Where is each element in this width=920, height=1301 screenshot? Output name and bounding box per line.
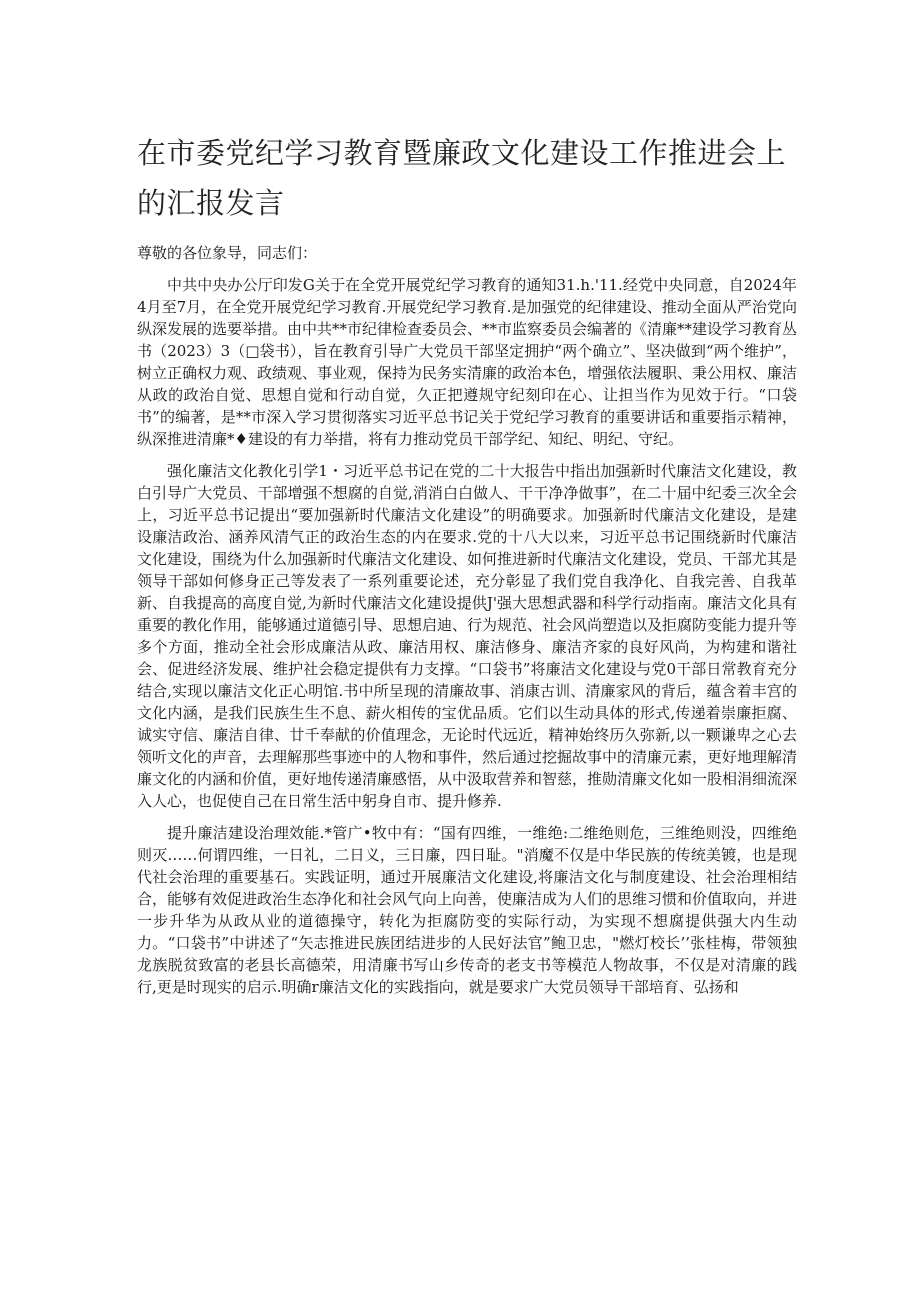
document-page (137, 128, 797, 1008)
paragraph-1: 中共中央办公厅印发G关于在全党开展党纪学习教育的通知31.h.'11.经党中央同意，自2024年4月至7月，在全党开展党纪学习教育.开展党纪学习教育.是加强党的纪律建设、推动全面从严治党向纵深发展的选要举措。由中共**市纪律检查委员会、**市监察委员会编著的《清廉**建设学习教育丛书（2023）3（□袋书），旨在教育引导广大党员干部坚定拥护“两个确立”、坚决做到“两个维护”，树立正确权力观、政绩观、事业观，保持为民务实清廉的政治本色，增强依法履职、秉公用权、廉洁从政的政治自觉、思想自觉和行动自觉，久正把遵规守纪刻印在心、让担当作为见效于行。“口袋书”的编著，是**市深入学习贯彻落实习近平总书记关于党纪学习教育的重要讲话和重要指示精神，纵深推进清廉*♦建设的有力举措，将有力推动党员干部学纪、知纪、明纪、守纪。 (137, 276, 798, 448)
document-title: 在市委党纪学习教育暨廉政文化建设工作推进会上的汇报发言 (137, 136, 787, 220)
paragraph-3: 提升廉洁建设治理效能.*管广•牧中有：“国有四维，一维绝:二维绝则危，三维绝则没，四维绝则灭……何谓四维，一日礼，二日义，三日廉，四日耻。"消魔不仅是中华民族的传统美镀，也是现代社会治理的重要基石。实践证明，通过开展廉洁文化建设,将廉洁文化与制度建设、社会治理相结合，能够有效促进政治生态净化和社会风气向上向善，使廉洁成为人们的思维习惯和价值取向，并进一步升华为从政从业的道德操守，转化为拒腐防变的实际行动，为实现不想腐提供强大内生动力。“口袋书”中讲述了“矢志推进民族团结进步的人民好法官”鲍卫忠，"燃灯校长’’张桂梅，带领独龙族脱贫致富的老县长高德荣，用清廉书写山乡传奇的老支书等模范人物故事，不仅是对清廉的践行,更是时现实的启示.明确r廉洁文化的实践指向，就是要求广大党员领导干部培育、弘扬和 (137, 824, 798, 996)
paragraph-2: 强化廉洁文化教化引学1・习近平总书记在党的二十大报告中指出加强新时代廉洁文化建设，教白引导广大党员、干部增强不想腐的自觉,消消白白做人、干干净净做事”，在二十届中纪委三次全会上，习近平总书记提出“要加强新时代廉洁文化建设”的明确要求。加强新时代廉洁文化建设，是建设廉洁政治、涵养风清气正的政治生态的内在要求.党的十八大以来，习近平总书记围绕新时代廉洁文化建设，围绕为什么加强新时代廉洁文化建设、如何推进新时代廉洁文化建设，党员、干部尤其是领导干部如何修身正己等发表了一系列重要论述，充分彰显了我们党自我净化、自我完善、自我革新、自我提高的高度自觉,为新时代廉洁文化建设提供J'强大思想武器和科学行动指南。廉洁文化具有重要的教化作用，能够通过道德引导、思想启迪、行为规范、社会风尚塑造以及拒腐防变能力提升等多个方面，推动全社会形成廉洁从政、廉洁用权、廉洁修身、廉洁齐家的良好风尚，为构建和谐社会、促进经济发展、维护社会稳定提供有力支撑。“口袋书”将廉洁文化建设与党0干部日常教育充分结合,实现以廉洁文化正心明馆.书中所呈现的清廉故事、消康古训、清廉家风的背后，蕴含着丰宫的文化内涵，是我们民族生生不息、薪火相传的宝优品质。它们以生动具体的形式,传递着崇廉拒腐、诚实守信、廉洁自律、廿千奉献的价值理念，无论时代远近，精神始终历久弥新,以一颗谦卑之心去领听文化的声音，去理解那些事迹中的人物和事件，然后通过挖掘故事中的清廉元素，更好地理解清廉文化的内涵和价值，更好地传递清廉感悟，从中汲取营养和智慈，推勋清廉文化如一股相涓细流深入人心，也促使自己在日常生活中躬身自市、提升修养. (137, 462, 798, 810)
salutation: 尊敬的各位象导，同志们： (137, 244, 318, 262)
